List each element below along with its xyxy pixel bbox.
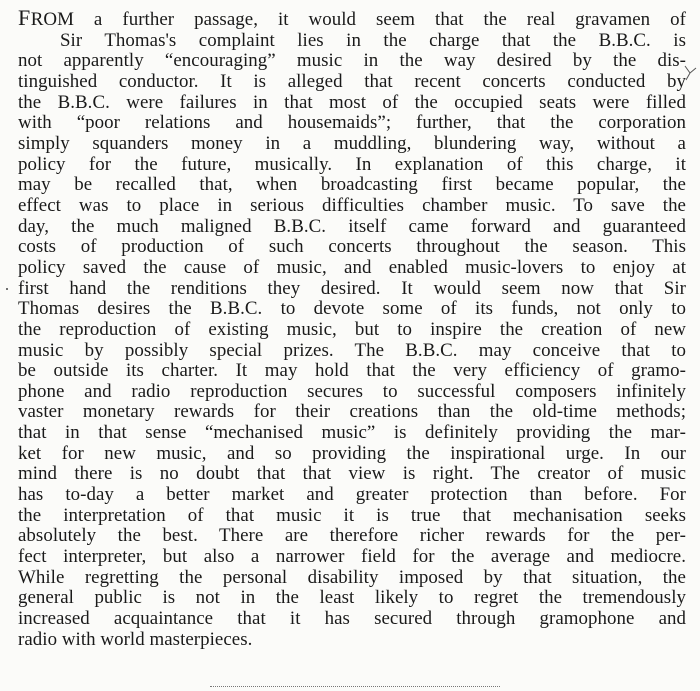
article-line-5: the B.B.C. were failures in that most of the occupied seats were filled bbox=[18, 91, 686, 113]
article-line-27: fect interpreter, but also a narrower field for the average and mediocre. bbox=[18, 546, 686, 568]
article-line-22: ket for new music, and so providing the inspirational urge. In our bbox=[18, 442, 686, 464]
article-line-1: FROM a further passage, it would seem that the real gravamen of bbox=[18, 5, 686, 30]
article-line-3: not apparently “encouraging” music in the way desired by the dis- bbox=[18, 50, 686, 72]
bottom-dotted-rule bbox=[210, 686, 500, 687]
article-line-2: Sir Thomas's complaint lies in the charge that the B.B.C. is bbox=[60, 29, 686, 51]
article-line-14: first hand the renditions they desired. It would seem now that Sir bbox=[18, 277, 686, 299]
article-line-7: simply squanders money in a muddling, blundering way, without a bbox=[18, 132, 686, 154]
article-line-12: costs of production of such concerts throughout the season. This bbox=[18, 236, 686, 258]
article-line-20: vaster monetary rewards for their creations than the old-time methods; bbox=[18, 401, 686, 423]
article-line-6: with “poor relations and housemaids”; further, that the corporation bbox=[18, 112, 686, 134]
article-line-9: may be recalled that, when broadcasting first became popular, the bbox=[18, 174, 686, 196]
article-line-19: phone and radio reproduction secures to successful composers infinitely bbox=[18, 380, 686, 402]
article-line-25: the interpretation of that music it is true that mechanisation seeks bbox=[18, 504, 686, 526]
article-line-26: absolutely the best. There are therefore richer rewards for the per- bbox=[18, 525, 686, 547]
article-line-31: radio with world masterpieces. bbox=[18, 628, 253, 650]
article-line-29: general public is not in the least likely to regret the tremendously bbox=[18, 587, 686, 609]
article-line-11: day, the much maligned B.B.C. itself came forward and guaranteed bbox=[18, 215, 686, 237]
article-line-8: policy for the future, musically. In explanation of this charge, it bbox=[18, 153, 686, 175]
article-line-24: has to-day a better market and greater protection than before. For bbox=[18, 484, 686, 506]
article-line-10: effect was to place in serious difficulties chamber music. To save the bbox=[18, 194, 686, 216]
article-body bbox=[18, 5, 686, 650]
article-line-23: mind there is no doubt that that view is right. The creator of music bbox=[18, 463, 686, 485]
margin-speck bbox=[6, 288, 8, 290]
article-line-15: Thomas desires the B.B.C. to devote some of its funds, not only to bbox=[18, 298, 686, 320]
article-line-28: While regretting the personal disability imposed by that situation, the bbox=[18, 566, 686, 588]
article-line-17: music by possibly special prizes. The B.B.C. may conceive that to bbox=[18, 339, 686, 361]
article-line-21: that in that sense “mechanised music” is definitely providing the mar- bbox=[18, 422, 686, 444]
article-line-18: be outside its charter. It may hold that the very efficiency of gramo- bbox=[18, 360, 686, 382]
article-line-13: policy saved the cause of music, and enabled music-lovers to enjoy at bbox=[18, 256, 686, 278]
article-line-30: increased acquaintance that it has secured through gramophone and bbox=[18, 608, 686, 630]
margin-pencil-mark bbox=[684, 64, 698, 82]
drop-cap: F bbox=[18, 5, 31, 30]
article-line-4: tinguished conductor. It is alleged that recent concerts conducted by bbox=[18, 70, 686, 92]
article-line-16: the reproduction of existing music, but to inspire the creation of new bbox=[18, 318, 686, 340]
